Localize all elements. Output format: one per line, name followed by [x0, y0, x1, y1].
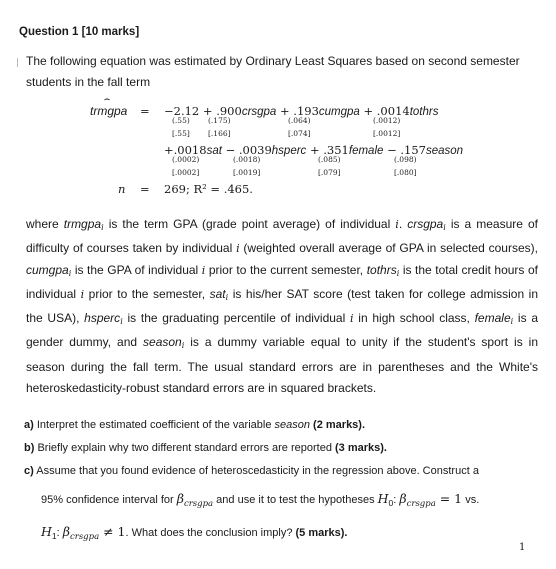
n-label: n [118, 182, 126, 196]
se-season: (.098) [394, 155, 417, 164]
robust-se-const: [.55] [172, 129, 190, 138]
page-number: 1 [519, 542, 526, 553]
var-name: season [143, 335, 182, 350]
intro-paragraph: The following equation was estimated by Ordinary Least Squares based on second semester students in the fall term [26, 54, 520, 89]
coef-sat: +.0018 [164, 143, 207, 157]
sub-questions [24, 414, 540, 549]
var-name: trmgpa [63, 217, 102, 231]
se-female: (.085) [318, 155, 341, 164]
robust-se-female: [.079] [318, 168, 341, 177]
coef-crsgpa: .900 [216, 104, 242, 118]
var-season: season [425, 145, 464, 157]
margin-mark [17, 58, 18, 67]
se-cumgpa: (.064) [288, 116, 311, 125]
var-name: hsperc [84, 311, 121, 326]
coef-season: − .157 [387, 143, 426, 157]
se-crsgpa: (.175) [208, 116, 231, 125]
var-sat: sat [206, 145, 222, 157]
var-name: cumgpa [26, 262, 69, 277]
equation-lhs: trmgpa [90, 104, 128, 118]
se-hsperc: (.0018) [233, 155, 261, 164]
coef-tothrs: .0014 [376, 104, 410, 118]
question-c-line-3: $H_1$: $\beta_{crsgpa} \ne 1$. What does the conclusion imply? (5 marks). [41, 524, 348, 542]
constant-term: −2.12 + [164, 104, 213, 118]
var-name: female [474, 311, 511, 326]
var-tothrs: tothrs [409, 106, 439, 118]
se-const: (.55) [172, 116, 190, 125]
question-b: b) Briefly explain why two different standard errors are reported (3 marks). [24, 442, 387, 454]
hat-accent: ⌢ [103, 94, 111, 105]
var-female: female [348, 145, 384, 157]
var-hsperc: hsperc [271, 145, 307, 157]
equals-sign: = [140, 104, 150, 118]
coef-female: + .351 [309, 143, 349, 157]
robust-se-crsgpa: [.166] [208, 129, 231, 138]
var-crsgpa: crsgpa [241, 106, 277, 118]
coef-cumgpa: .193 [293, 104, 319, 118]
se-sat: (.0002) [172, 155, 200, 164]
robust-se-sat: [.0002] [172, 168, 200, 177]
var-name: sat [209, 286, 226, 301]
question-c: c) Assume that you found evidence of heteroscedasticity in the regression above. Construct a [24, 465, 479, 477]
sample-stats: 269; R² = .465. [164, 182, 253, 196]
question-heading: Question 1 [10 marks] [19, 26, 140, 38]
equation-line-2 [164, 143, 463, 157]
equals-sign-2: = [140, 182, 150, 196]
robust-se-cumgpa: [.074] [288, 129, 311, 138]
var-name: crsgpa [407, 217, 444, 231]
coef-hsperc: − .0039 [225, 143, 272, 157]
variable-definitions: where trmgpa$_i$ is the term GPA (grade point average) of individual i. crsgpa$_i$ is a measure of difficulty of courses taken by individual i (weighted overall average of GPA in selected courses), cumgpa$_i$ is the GPA of individual i prior to the current semester, tothrs$_i$ is the total credit hours of individual i prior to the semester, sat$_i$ is his/her SAT score (test taken for college admission in the USA), hsperc$_i$ is the graduating percentile of individual i in high school class, female$_i$ is a gender dummy, and season$_i$ is a dummy variable equal to unity if the student's sport is in season during the fall term. The usual standard errors are in parentheses and the White's heteroskedasticity-robust standard errors are in squared brackets. [26, 217, 539, 396]
robust-se-tothrs: [.0012] [373, 129, 401, 138]
question-c-line-2: 95% confidence interval for $\beta_{crsgpa}$ and use it to test the hypotheses $H_0$: $\beta_{crsgpa} = 1$ vs. [41, 491, 480, 509]
robust-se-hsperc: [.0019] [233, 168, 261, 177]
op: + [363, 104, 374, 118]
question-a: a) Interpret the estimated coefficient of the variable season (2 marks). [24, 419, 366, 431]
var-cumgpa: cumgpa [318, 106, 360, 118]
op: + [280, 104, 290, 118]
se-tothrs: (.0012) [373, 116, 401, 125]
var-name: tothrs [366, 262, 397, 277]
robust-se-season: [.080] [394, 168, 417, 177]
